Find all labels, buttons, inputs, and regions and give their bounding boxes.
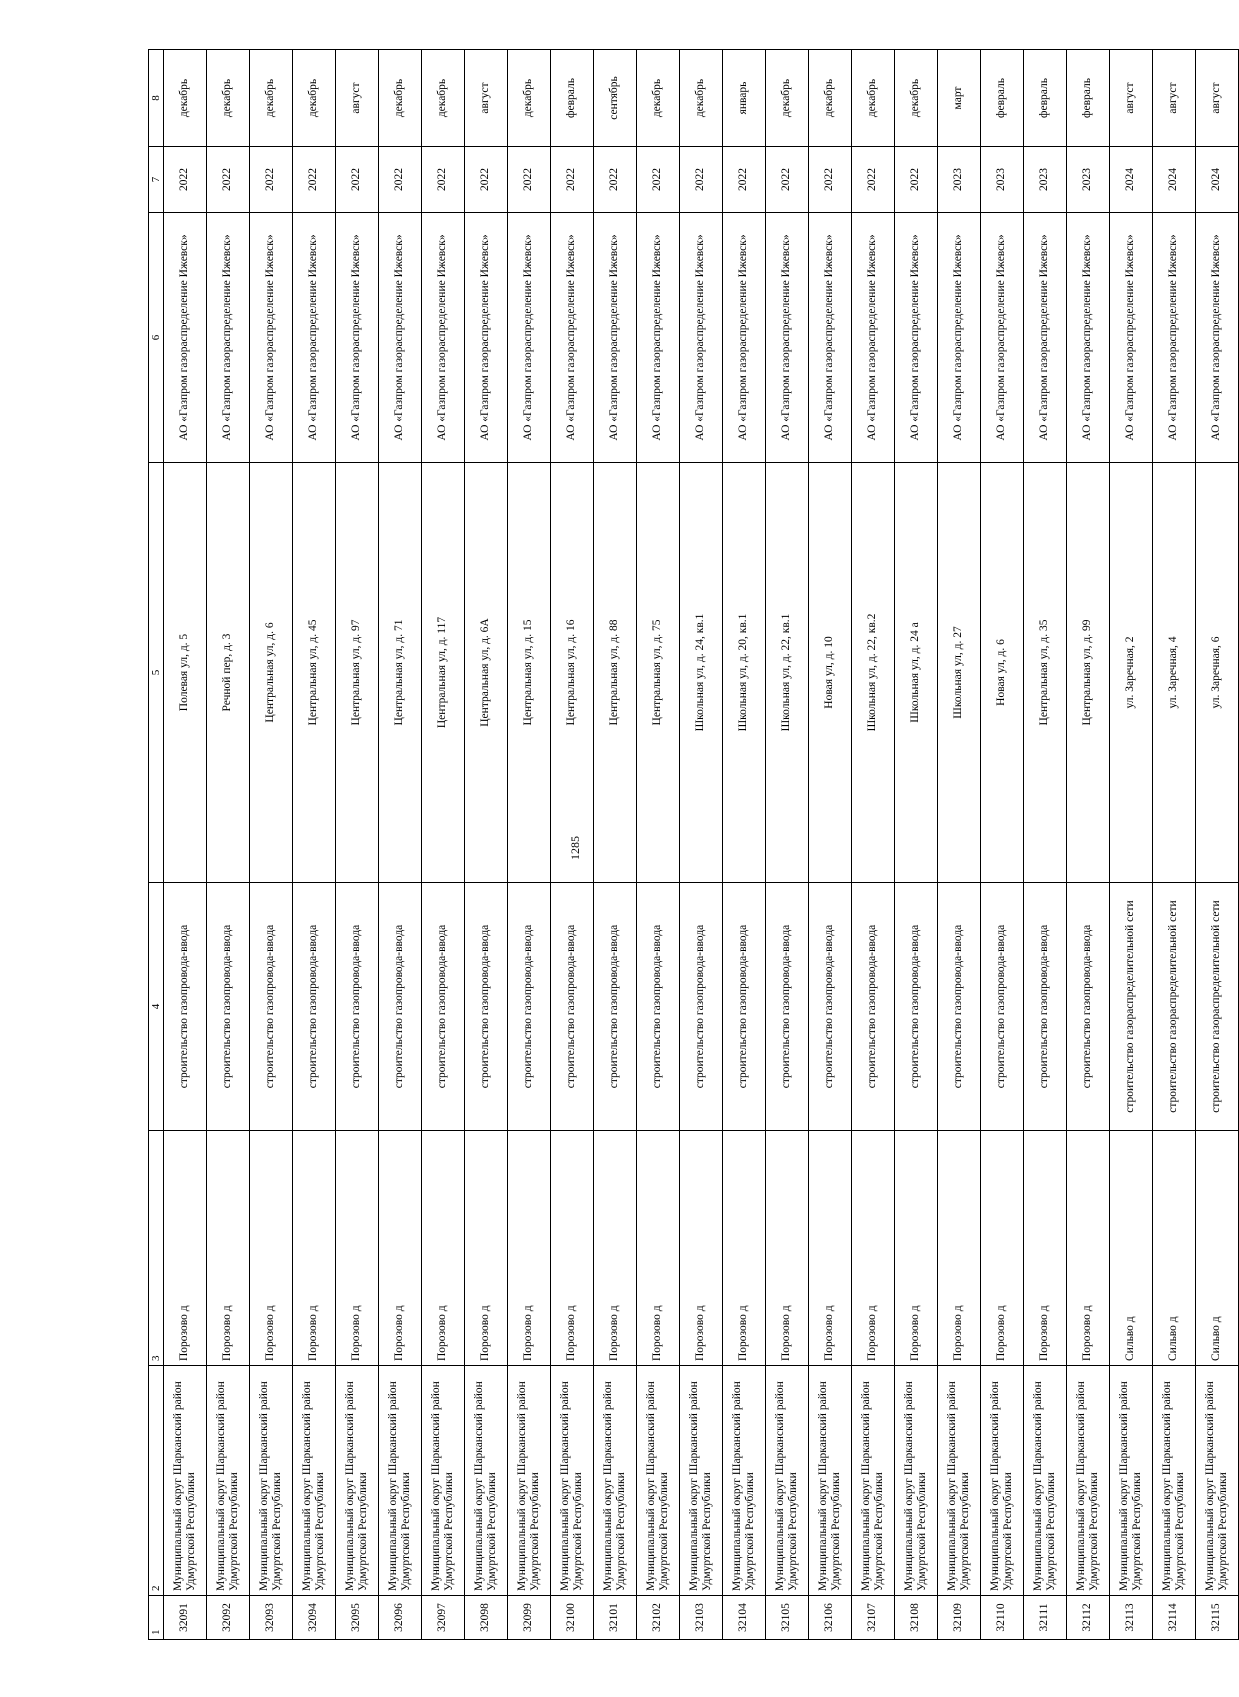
work-type-cell: строительство газопровода-ввода [594, 883, 637, 1131]
row-number: 32111 [1024, 1596, 1067, 1640]
address-cell: Центральная ул, д. 35 [1024, 463, 1067, 883]
locality-cell: Порозово д [250, 1131, 293, 1366]
year-cell: 2022 [852, 147, 895, 213]
work-type-cell: строительство газораспределительной сети [1110, 883, 1153, 1131]
year-cell: 2023 [1067, 147, 1110, 213]
year-cell: 2022 [164, 147, 207, 213]
municipality-cell: Муниципальный округ Шарканский район Удмуртской Республики [809, 1366, 852, 1596]
address-cell: Школьная ул, д. 20, кв.1 [723, 463, 766, 883]
organization-cell: АО «Газпром газораспределение Ижевск» [852, 213, 895, 463]
work-type-cell: строительство газопровода-ввода [1024, 883, 1067, 1131]
year-cell: 2022 [680, 147, 723, 213]
municipality-cell: Муниципальный округ Шарканский район Удмуртской Республики [293, 1366, 336, 1596]
table-row [551, 50, 594, 1640]
municipality-cell: Муниципальный округ Шарканский район Удмуртской Республики [508, 1366, 551, 1596]
month-cell: декабрь [852, 50, 895, 147]
work-type-cell: строительство газопровода-ввода [680, 883, 723, 1131]
gasification-schedule-table [148, 49, 1239, 1640]
locality-cell: Порозово д [852, 1131, 895, 1366]
work-type-cell: строительство газопровода-ввода [379, 883, 422, 1131]
header-row [149, 50, 164, 1640]
table-header [149, 50, 164, 1640]
table-row [723, 50, 766, 1640]
address-cell: ул. Заречная, 4 [1153, 463, 1196, 883]
organization-cell: АО «Газпром газораспределение Ижевск» [551, 213, 594, 463]
organization-cell: АО «Газпром газораспределение Ижевск» [1024, 213, 1067, 463]
year-cell: 2022 [551, 147, 594, 213]
month-cell: август [1153, 50, 1196, 147]
row-number: 32107 [852, 1596, 895, 1640]
column-header-5: 5 [149, 463, 164, 883]
month-cell: сентябрь [594, 50, 637, 147]
column-header-2: 2 [149, 1366, 164, 1596]
table-row [852, 50, 895, 1640]
municipality-cell: Муниципальный округ Шарканский район Удмуртской Республики [766, 1366, 809, 1596]
organization-cell: АО «Газпром газораспределение Ижевск» [1110, 213, 1153, 463]
locality-cell: Порозово д [766, 1131, 809, 1366]
work-type-cell: строительство газораспределительной сети [1196, 883, 1239, 1131]
month-cell: август [336, 50, 379, 147]
table-row [250, 50, 293, 1640]
column-header-4: 4 [149, 883, 164, 1131]
organization-cell: АО «Газпром газораспределение Ижевск» [895, 213, 938, 463]
column-header-1: 1 [149, 1596, 164, 1640]
year-cell: 2022 [809, 147, 852, 213]
work-type-cell: строительство газопровода-ввода [981, 883, 1024, 1131]
locality-cell: Порозово д [508, 1131, 551, 1366]
table-row [637, 50, 680, 1640]
year-cell: 2022 [723, 147, 766, 213]
table-row [164, 50, 207, 1640]
year-cell: 2022 [895, 147, 938, 213]
address-cell: Центральная ул, д. 75 [637, 463, 680, 883]
work-type-cell: строительство газопровода-ввода [1067, 883, 1110, 1131]
column-header-3: 3 [149, 1131, 164, 1366]
table-row [1110, 50, 1153, 1640]
year-cell: 2022 [250, 147, 293, 213]
locality-cell: Порозово д [723, 1131, 766, 1366]
year-cell: 2023 [938, 147, 981, 213]
organization-cell: АО «Газпром газораспределение Ижевск» [809, 213, 852, 463]
month-cell: декабрь [766, 50, 809, 147]
year-cell: 2022 [207, 147, 250, 213]
table-body [164, 50, 1239, 1640]
row-number: 32095 [336, 1596, 379, 1640]
year-cell: 2022 [594, 147, 637, 213]
organization-cell: АО «Газпром газораспределение Ижевск» [981, 213, 1024, 463]
locality-cell: Сильво д [1110, 1131, 1153, 1366]
address-cell: Школьная ул, д. 24, кв.1 [680, 463, 723, 883]
municipality-cell: Муниципальный округ Шарканский район Удмуртской Республики [422, 1366, 465, 1596]
locality-cell: Порозово д [551, 1131, 594, 1366]
row-number: 32092 [207, 1596, 250, 1640]
municipality-cell: Муниципальный округ Шарканский район Удмуртской Республики [379, 1366, 422, 1596]
address-cell: Центральная ул, д. 45 [293, 463, 336, 883]
row-number: 32096 [379, 1596, 422, 1640]
rotated-page-content [148, 50, 1229, 1640]
table-row [422, 50, 465, 1640]
address-cell: Речной пер, д. 3 [207, 463, 250, 883]
address-cell: Новая ул, д. 10 [809, 463, 852, 883]
municipality-cell: Муниципальный округ Шарканский район Удмуртской Республики [938, 1366, 981, 1596]
organization-cell: АО «Газпром газораспределение Ижевск» [293, 213, 336, 463]
municipality-cell: Муниципальный округ Шарканский район Удмуртской Республики [551, 1366, 594, 1596]
address-cell: ул. Заречная, 2 [1110, 463, 1153, 883]
work-type-cell: строительство газопровода-ввода [852, 883, 895, 1131]
work-type-cell: строительство газопровода-ввода [250, 883, 293, 1131]
locality-cell: Порозово д [594, 1131, 637, 1366]
work-type-cell: строительство газопровода-ввода [465, 883, 508, 1131]
locality-cell: Порозово д [164, 1131, 207, 1366]
year-cell: 2023 [1024, 147, 1067, 213]
work-type-cell: строительство газопровода-ввода [766, 883, 809, 1131]
organization-cell: АО «Газпром газораспределение Ижевск» [379, 213, 422, 463]
work-type-cell: строительство газопровода-ввода [723, 883, 766, 1131]
table-row [938, 50, 981, 1640]
locality-cell: Порозово д [465, 1131, 508, 1366]
locality-cell: Сильво д [1196, 1131, 1239, 1366]
table-row [207, 50, 250, 1640]
address-cell: ул. Заречная, 6 [1196, 463, 1239, 883]
organization-cell: АО «Газпром газораспределение Ижевск» [1067, 213, 1110, 463]
address-cell: Школьная ул, д. 22, кв.2 [852, 463, 895, 883]
table-row [766, 50, 809, 1640]
municipality-cell: Муниципальный округ Шарканский район Удмуртской Республики [1196, 1366, 1239, 1596]
table-row [594, 50, 637, 1640]
address-cell: Центральная ул, д. 88 [594, 463, 637, 883]
column-header-8: 8 [149, 50, 164, 147]
year-cell: 2022 [293, 147, 336, 213]
month-cell: август [1196, 50, 1239, 147]
locality-cell: Порозово д [336, 1131, 379, 1366]
month-cell: декабрь [895, 50, 938, 147]
month-cell: август [465, 50, 508, 147]
work-type-cell: строительство газопровода-ввода [293, 883, 336, 1131]
municipality-cell: Муниципальный округ Шарканский район Удмуртской Республики [981, 1366, 1024, 1596]
month-cell: декабрь [379, 50, 422, 147]
municipality-cell: Муниципальный округ Шарканский район Удмуртской Республики [207, 1366, 250, 1596]
address-cell: Полевая ул, д. 5 [164, 463, 207, 883]
locality-cell: Порозово д [207, 1131, 250, 1366]
address-cell: Центральная ул, д. 6А [465, 463, 508, 883]
row-number: 32101 [594, 1596, 637, 1640]
table-row [465, 50, 508, 1640]
month-cell: декабрь [164, 50, 207, 147]
locality-cell: Порозово д [379, 1131, 422, 1366]
column-header-6: 6 [149, 213, 164, 463]
month-cell: декабрь [293, 50, 336, 147]
organization-cell: АО «Газпром газораспределение Ижевск» [207, 213, 250, 463]
month-cell: декабрь [680, 50, 723, 147]
municipality-cell: Муниципальный округ Шарканский район Удмуртской Республики [336, 1366, 379, 1596]
row-number: 32097 [422, 1596, 465, 1640]
address-cell: Центральная ул, д. 71 [379, 463, 422, 883]
row-number: 32109 [938, 1596, 981, 1640]
address-cell: Школьная ул, д. 22, кв.1 [766, 463, 809, 883]
organization-cell: АО «Газпром газораспределение Ижевск» [938, 213, 981, 463]
year-cell: 2022 [637, 147, 680, 213]
row-number: 32093 [250, 1596, 293, 1640]
row-number: 32114 [1153, 1596, 1196, 1640]
work-type-cell: строительство газопровода-ввода [422, 883, 465, 1131]
work-type-cell: строительство газопровода-ввода [164, 883, 207, 1131]
row-number: 32106 [809, 1596, 852, 1640]
work-type-cell: строительство газопровода-ввода [809, 883, 852, 1131]
year-cell: 2022 [379, 147, 422, 213]
month-cell: февраль [551, 50, 594, 147]
locality-cell: Порозово д [981, 1131, 1024, 1366]
work-type-cell: строительство газопровода-ввода [895, 883, 938, 1131]
year-cell: 2022 [508, 147, 551, 213]
month-cell: февраль [981, 50, 1024, 147]
work-type-cell: строительство газопровода-ввода [551, 883, 594, 1131]
work-type-cell: строительство газопровода-ввода [938, 883, 981, 1131]
work-type-cell: строительство газораспределительной сети [1153, 883, 1196, 1131]
organization-cell: АО «Газпром газораспределение Ижевск» [723, 213, 766, 463]
address-cell: Центральная ул, д. 6 [250, 463, 293, 883]
organization-cell: АО «Газпром газораспределение Ижевск» [422, 213, 465, 463]
locality-cell: Порозово д [938, 1131, 981, 1366]
row-number: 32104 [723, 1596, 766, 1640]
municipality-cell: Муниципальный округ Шарканский район Удмуртской Республики [680, 1366, 723, 1596]
municipality-cell: Муниципальный округ Шарканский район Удмуртской Республики [1067, 1366, 1110, 1596]
locality-cell: Порозово д [680, 1131, 723, 1366]
municipality-cell: Муниципальный округ Шарканский район Удмуртской Республики [164, 1366, 207, 1596]
month-cell: декабрь [809, 50, 852, 147]
page-number: 1285 [568, 836, 582, 860]
municipality-cell: Муниципальный округ Шарканский район Удмуртской Республики [637, 1366, 680, 1596]
year-cell: 2022 [336, 147, 379, 213]
month-cell: март [938, 50, 981, 147]
month-cell: январь [723, 50, 766, 147]
locality-cell: Порозово д [895, 1131, 938, 1366]
row-number: 32098 [465, 1596, 508, 1640]
work-type-cell: строительство газопровода-ввода [637, 883, 680, 1131]
table-row [895, 50, 938, 1640]
year-cell: 2024 [1153, 147, 1196, 213]
year-cell: 2022 [422, 147, 465, 213]
address-cell: Школьная ул, д. 27 [938, 463, 981, 883]
month-cell: декабрь [250, 50, 293, 147]
table-row [1196, 50, 1239, 1640]
year-cell: 2022 [766, 147, 809, 213]
year-cell: 2024 [1196, 147, 1239, 213]
year-cell: 2023 [981, 147, 1024, 213]
municipality-cell: Муниципальный округ Шарканский район Удмуртской Республики [1110, 1366, 1153, 1596]
row-number: 32099 [508, 1596, 551, 1640]
row-number: 32103 [680, 1596, 723, 1640]
row-number: 32100 [551, 1596, 594, 1640]
organization-cell: АО «Газпром газораспределение Ижевск» [766, 213, 809, 463]
work-type-cell: строительство газопровода-ввода [508, 883, 551, 1131]
year-cell: 2022 [465, 147, 508, 213]
row-number: 32112 [1067, 1596, 1110, 1640]
work-type-cell: строительство газопровода-ввода [207, 883, 250, 1131]
organization-cell: АО «Газпром газораспределение Ижевск» [594, 213, 637, 463]
row-number: 32094 [293, 1596, 336, 1640]
municipality-cell: Муниципальный округ Шарканский район Удмуртской Республики [852, 1366, 895, 1596]
row-number: 32110 [981, 1596, 1024, 1640]
table-row [981, 50, 1024, 1640]
address-cell: Школьная ул, д. 24 а [895, 463, 938, 883]
locality-cell: Порозово д [637, 1131, 680, 1366]
municipality-cell: Муниципальный округ Шарканский район Удмуртской Республики [594, 1366, 637, 1596]
table-row [508, 50, 551, 1640]
municipality-cell: Муниципальный округ Шарканский район Удмуртской Республики [1153, 1366, 1196, 1596]
locality-cell: Порозово д [293, 1131, 336, 1366]
work-type-cell: строительство газопровода-ввода [336, 883, 379, 1131]
column-header-7: 7 [149, 147, 164, 213]
table-row [1153, 50, 1196, 1640]
month-cell: декабрь [207, 50, 250, 147]
month-cell: декабрь [508, 50, 551, 147]
month-cell: февраль [1067, 50, 1110, 147]
organization-cell: АО «Газпром газораспределение Ижевск» [508, 213, 551, 463]
address-cell: Новая ул, д. 6 [981, 463, 1024, 883]
address-cell: Центральная ул, д. 117 [422, 463, 465, 883]
row-number: 32105 [766, 1596, 809, 1640]
municipality-cell: Муниципальный округ Шарканский район Удмуртской Республики [723, 1366, 766, 1596]
month-cell: август [1110, 50, 1153, 147]
address-cell: Центральная ул, д. 16 [551, 463, 594, 883]
table-row [1067, 50, 1110, 1640]
municipality-cell: Муниципальный округ Шарканский район Удмуртской Республики [895, 1366, 938, 1596]
organization-cell: АО «Газпром газораспределение Ижевск» [637, 213, 680, 463]
month-cell: декабрь [422, 50, 465, 147]
row-number: 32113 [1110, 1596, 1153, 1640]
locality-cell: Порозово д [422, 1131, 465, 1366]
organization-cell: АО «Газпром газораспределение Ижевск» [164, 213, 207, 463]
address-cell: Центральная ул, д. 97 [336, 463, 379, 883]
year-cell: 2024 [1110, 147, 1153, 213]
organization-cell: АО «Газпром газораспределение Ижевск» [465, 213, 508, 463]
organization-cell: АО «Газпром газораспределение Ижевск» [250, 213, 293, 463]
municipality-cell: Муниципальный округ Шарканский район Удмуртской Республики [250, 1366, 293, 1596]
municipality-cell: Муниципальный округ Шарканский район Удмуртской Республики [1024, 1366, 1067, 1596]
row-number: 32091 [164, 1596, 207, 1640]
locality-cell: Порозово д [809, 1131, 852, 1366]
table-row [379, 50, 422, 1640]
municipality-cell: Муниципальный округ Шарканский район Удмуртской Республики [465, 1366, 508, 1596]
row-number: 32102 [637, 1596, 680, 1640]
month-cell: декабрь [637, 50, 680, 147]
organization-cell: АО «Газпром газораспределение Ижевск» [1196, 213, 1239, 463]
row-number: 32115 [1196, 1596, 1239, 1640]
locality-cell: Сильво д [1153, 1131, 1196, 1366]
table-row [809, 50, 852, 1640]
table-row [1024, 50, 1067, 1640]
organization-cell: АО «Газпром газораспределение Ижевск» [1153, 213, 1196, 463]
locality-cell: Порозово д [1024, 1131, 1067, 1366]
table-row [336, 50, 379, 1640]
organization-cell: АО «Газпром газораспределение Ижевск» [680, 213, 723, 463]
address-cell: Центральная ул, д. 15 [508, 463, 551, 883]
organization-cell: АО «Газпром газораспределение Ижевск» [336, 213, 379, 463]
table-row [293, 50, 336, 1640]
row-number: 32108 [895, 1596, 938, 1640]
table-row [680, 50, 723, 1640]
month-cell: февраль [1024, 50, 1067, 147]
address-cell: Центральная ул, д. 99 [1067, 463, 1110, 883]
locality-cell: Порозово д [1067, 1131, 1110, 1366]
